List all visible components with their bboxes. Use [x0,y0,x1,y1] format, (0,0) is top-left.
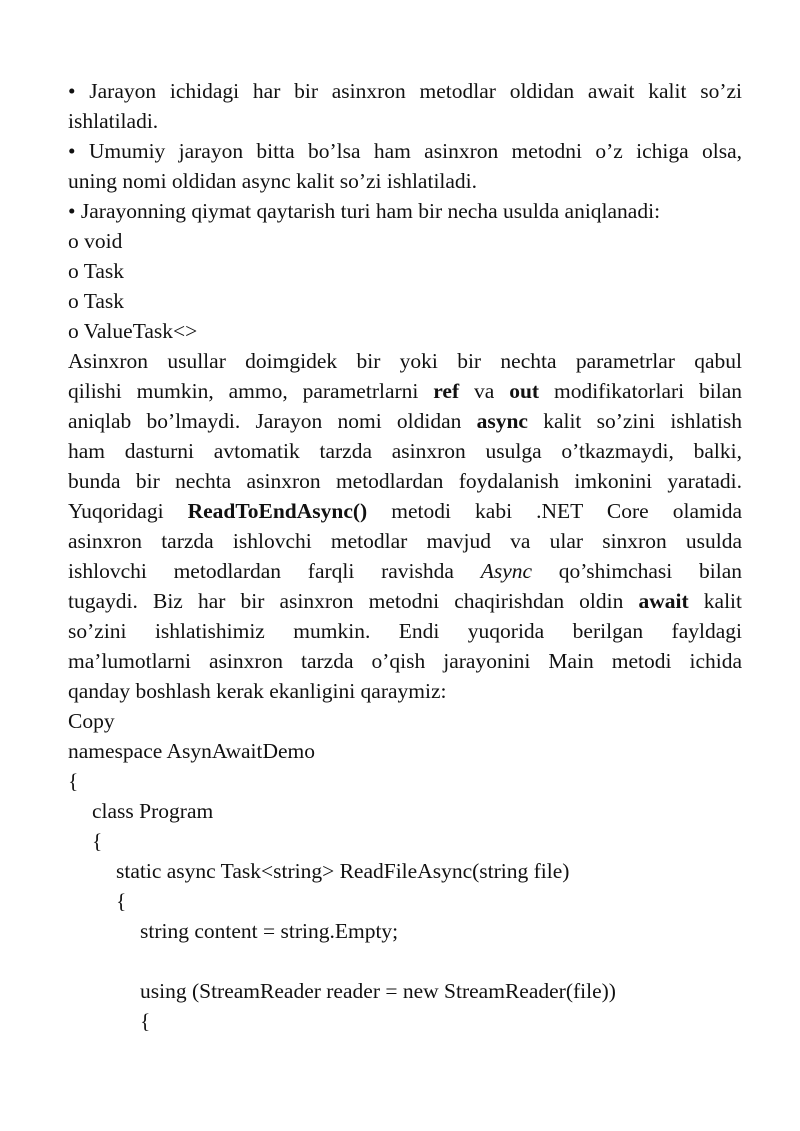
keyword-async: async [476,409,528,433]
code-line: { [92,829,103,853]
paragraph-line: ham dasturni avtomatik tarzda asinxron usulga o’tkazmaydi, balki, [68,439,742,463]
code-line: using (StreamReader reader = new StreamReader(file)) [140,979,616,1003]
paragraph-line: qanday boshlash kerak ekanligini qaraymiz: [68,679,447,703]
paragraph-line: Yuqoridagi ReadToEndAsync() metodi kabi .NET Core olamida [68,499,742,523]
list-item: o Task [68,259,125,283]
code-line: { [68,769,79,793]
list-item: o Task [68,289,125,313]
list-item: o ValueTask<> [68,319,198,343]
code-line: { [116,889,127,913]
code-line: static async Task<string> ReadFileAsync(string file) [116,859,570,883]
keyword-readtoendasync: ReadToEndAsync() [187,499,368,523]
keyword-ref: ref [433,379,460,403]
bullet-item-return-type: • Jarayonning qiymat qaytarish turi ham bir necha usulda aniqlanadi: [68,199,661,223]
return-type-list [68,226,742,346]
paragraph-line: aniqlab bo’lmaydi. Jarayon nomi oldidan async kalit so’zini ishlatish [68,409,742,433]
keyword-async-suffix: Async [480,559,533,583]
bullet-item-await-cont: ishlatiladi. [68,109,159,133]
paragraph-line: Asinxron usullar doimgidek bir yoki bir nechta parametrlar qabul [68,349,742,373]
code-line: { [140,1009,151,1033]
body-paragraph [68,346,742,706]
paragraph-line: so’zini ishlatishimiz mumkin. Endi yuqorida berilgan fayldagi [68,619,742,643]
paragraph-line: tugaydi. Biz har bir asinxron metodni chaqirishdan oldin await kalit [68,589,742,613]
bullet-item-await: • Jarayon ichidagi har bir asinxron metodlar oldidan await kalit so’zi [68,79,742,103]
code-line: class Program [92,799,214,823]
bullet-item-async: • Umumiy jarayon bitta bo’lsa ham asinxron metodni o’z ichiga olsa, [68,139,742,163]
bullet-item-async-cont: uning nomi oldidan async kalit so’zi ishlatiladi. [68,169,478,193]
keyword-out: out [509,379,540,403]
copy-link[interactable]: Copy [68,709,115,733]
code-block [68,736,742,1036]
list-item: o void [68,229,123,253]
paragraph-line: ishlovchi metodlardan farqli ravishda Async qo’shimchasi bilan [68,559,743,583]
paragraph-line: ma’lumotlarni asinxron tarzda o’qish jarayonini Main metodi ichida [68,649,742,673]
code-blank-line [68,946,742,976]
paragraph-line: bunda bir nechta asinxron metodlardan foydalanish imkonini yaratadi. [68,469,742,493]
keyword-await: await [638,589,689,613]
bullet-list [68,76,742,226]
document-page [68,76,742,1036]
code-line: namespace AsynAwaitDemo [68,739,315,763]
paragraph-line: asinxron tarzda ishlovchi metodlar mavjud va ular sinxron usulda [68,529,742,553]
paragraph-line: qilishi mumkin, ammo, parametrlarni ref va out modifikatorlari bilan [68,379,742,403]
code-line: string content = string.Empty; [140,919,399,943]
